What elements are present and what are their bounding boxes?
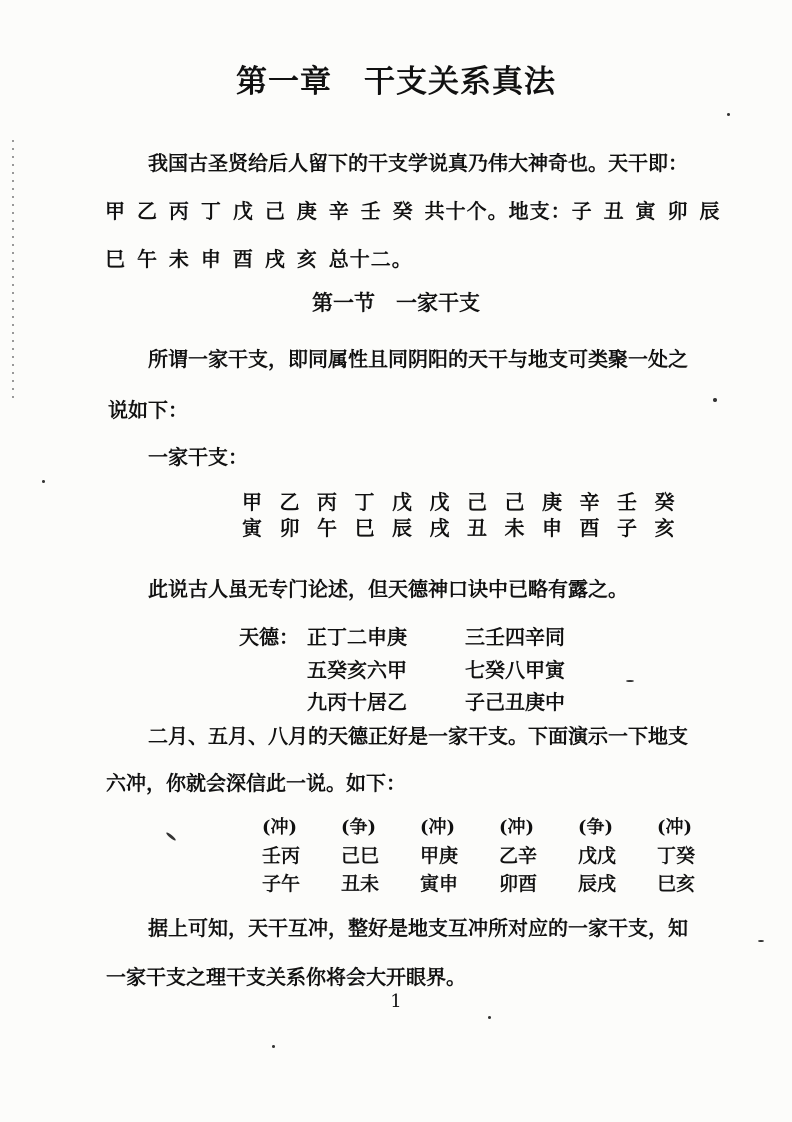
chong-mark: (冲) (420, 817, 456, 838)
para2: 此说古人虽无专门论述，但天德神口诀中已略有露之。 (148, 577, 628, 601)
chong-branch: 辰戌 (578, 873, 617, 895)
branch-cell: 巳 (354, 516, 375, 540)
stem-cell: 戊 (429, 490, 450, 514)
stem-cell: 己 (504, 490, 525, 514)
scan-speck (713, 398, 717, 402)
stem-cell: 己 (467, 490, 487, 514)
scan-speck (165, 831, 176, 841)
chong-mark: (争) (578, 817, 614, 838)
intro-line-3: 巳 午 未 申 酉 戌 亥 总十二。 (105, 247, 413, 271)
yijia-label: 一家干支： (148, 445, 248, 469)
stem-cell: 乙 (279, 490, 300, 514)
chong-mark: (冲) (657, 817, 693, 838)
tiande-verse: 三壬四辛同 (465, 625, 565, 649)
branch-cell: 午 (317, 516, 337, 540)
branch-cell: 卯 (279, 516, 300, 540)
scan-speck (626, 680, 634, 682)
scan-speck (488, 1016, 491, 1019)
chong-branch: 寅申 (420, 873, 459, 895)
scan-speck (727, 113, 730, 116)
branch-cell: 亥 (654, 516, 675, 540)
tiande-verse: 九丙十居乙 (307, 690, 407, 714)
chong-branch: 卯酉 (499, 873, 538, 895)
page-number: 1 (390, 991, 402, 1012)
chong-stem: 己巳 (341, 845, 380, 867)
tiande-verse: 七癸八甲寅 (465, 658, 565, 682)
chong-stem: 丁癸 (657, 845, 696, 867)
chong-stem: 壬丙 (262, 845, 301, 867)
stem-cell: 丙 (317, 490, 337, 514)
para4-line-1: 据上可知，天干互冲，整好是地支互冲所对应的一家干支，知 (148, 916, 688, 940)
para1-line-2: 说如下： (108, 398, 188, 422)
chong-stems-row (262, 841, 736, 868)
branch-cell: 子 (617, 516, 637, 540)
intro-line-2: 甲 乙 丙 丁 戊 己 庚 辛 壬 癸 共十个。地支：子 丑 寅 卯 辰 (105, 199, 721, 223)
intro-line-1: 我国古圣贤给后人留下的干支学说真乃伟大神奇也。天干即： (148, 151, 688, 175)
chong-stem: 戊戊 (578, 845, 617, 867)
tiande-label: 天德： (239, 625, 299, 649)
scan-speck (42, 480, 45, 483)
stem-cell: 丁 (354, 490, 375, 514)
para3-line-1: 二月、五月、八月的天德正好是一家干支。下面演示一下地支 (148, 724, 688, 748)
chong-branch: 巳亥 (657, 873, 696, 895)
chong-mark: (争) (341, 817, 377, 838)
para4-line-2: 一家干支之理干支关系你将会大开眼界。 (106, 965, 466, 989)
stem-cell: 庚 (542, 490, 562, 514)
chong-branch: 丑未 (341, 873, 380, 895)
chapter-title: 第一章 干支关系真法 (236, 64, 556, 100)
branch-cell: 寅 (242, 516, 262, 540)
chong-branches-row (262, 869, 736, 896)
branch-cell: 申 (542, 516, 562, 540)
chong-marks-row (262, 813, 736, 839)
branch-cell: 未 (504, 516, 525, 540)
tiande-verse: 正丁二申庚 (307, 625, 407, 649)
chong-mark: (冲) (262, 817, 298, 838)
stem-cell: 戊 (392, 490, 412, 514)
stem-cell: 癸 (654, 490, 675, 514)
chong-stem: 甲庚 (420, 845, 459, 867)
chong-branch: 子午 (262, 873, 301, 895)
tiande-verse: 五癸亥六甲 (307, 658, 407, 682)
branch-cell: 酉 (579, 516, 600, 540)
para1-line-1: 所谓一家干支，即同属性且同阴阳的天干与地支可类聚一处之 (148, 347, 688, 371)
stem-cell: 辛 (579, 490, 600, 514)
stem-cell: 甲 (242, 490, 262, 514)
stem-cell: 壬 (617, 490, 637, 514)
para3-line-2: 六冲，你就会深信此一说。如下： (106, 771, 406, 795)
branch-cell: 丑 (467, 516, 487, 540)
stems-row (242, 486, 692, 515)
branches-row (242, 512, 692, 541)
scan-speck (758, 940, 764, 942)
section-heading: 第一节 一家干支 (312, 290, 480, 315)
branch-cell: 辰 (392, 516, 412, 540)
branch-cell: 戌 (429, 516, 450, 540)
scan-speck (272, 1045, 275, 1048)
chong-stem: 乙辛 (499, 845, 538, 867)
chong-mark: (冲) (499, 817, 535, 838)
tiande-verse: 子己丑庚中 (465, 690, 565, 714)
scan-edge (12, 140, 14, 400)
